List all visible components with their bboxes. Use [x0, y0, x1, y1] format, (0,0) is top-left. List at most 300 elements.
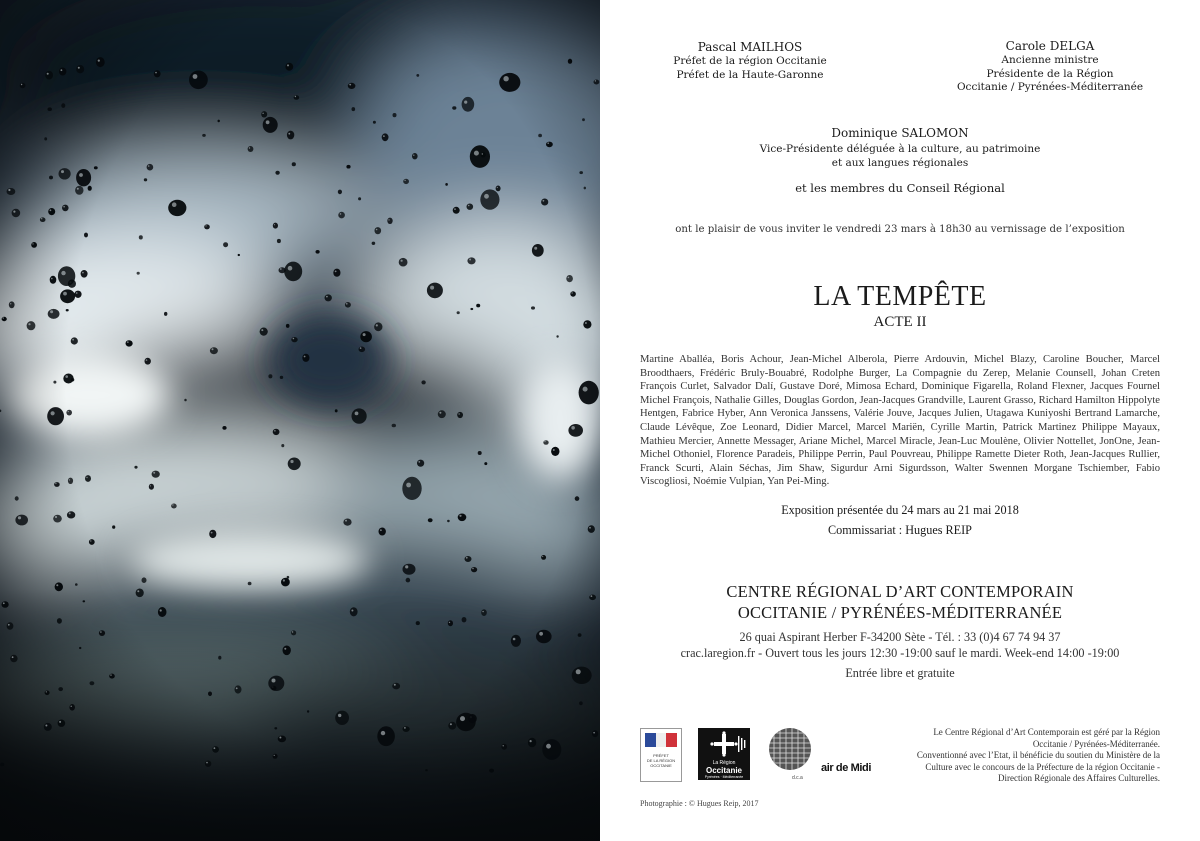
rain-drop [47, 407, 64, 425]
rain-drop [453, 207, 460, 214]
rain-drop-highlight [351, 610, 353, 612]
rain-drop-highlight [50, 209, 52, 211]
rain-drop-highlight [212, 348, 214, 350]
rain-drop-highlight [68, 411, 69, 412]
rain-drop [15, 496, 19, 500]
address-line: crac.laregion.fr - Ouvert tous les jours 12:30 -19:00 sauf le mardi. Week-end 14:00 -19:00 [680, 646, 1120, 660]
rain-drop [399, 258, 408, 267]
rain-drop [532, 244, 544, 257]
rain-drop [425, 769, 428, 771]
rain-drop [417, 460, 424, 467]
venue-line: CENTRE RÉGIONAL D’ART CONTEMPORAIN [726, 582, 1074, 601]
rain-drop [402, 477, 421, 500]
rain-drop [208, 692, 212, 697]
rain-drop [112, 525, 115, 528]
rain-drop [202, 134, 206, 137]
rain-drop [375, 227, 382, 234]
rain-drop [79, 647, 81, 649]
rain-drop [58, 266, 75, 286]
rain-drop [536, 630, 552, 643]
rain-drop-highlight [69, 479, 70, 480]
rain-drop-highlight [543, 200, 545, 202]
rain-drop-highlight [261, 329, 263, 331]
rain-drop-highlight [98, 60, 100, 62]
rain-drop-highlight [458, 413, 459, 414]
rain-drop [291, 630, 296, 635]
rain-drop [27, 321, 36, 330]
rain-drop [59, 68, 66, 76]
rain-drop [189, 71, 208, 90]
rain-drop [88, 186, 92, 191]
rain-drop [541, 199, 548, 206]
rain-drop-highlight [530, 740, 532, 742]
rain-drop [556, 335, 558, 337]
venue-line: OCCITANIE / PYRÉNÉES-MÉDITERRANÉE [737, 603, 1063, 622]
rain-drop [588, 525, 595, 533]
rain-drop [333, 269, 340, 277]
rain-drop [223, 242, 228, 247]
rain-drop [579, 381, 599, 405]
rain-drop [572, 667, 592, 684]
exhibition-subtitle: ACTE II [873, 314, 927, 330]
rain-drop [75, 583, 78, 586]
rain-drop [568, 424, 583, 437]
rain-drop-highlight [3, 317, 4, 318]
rain-drop-highlight [472, 568, 474, 570]
credit-line: Le Centre Régional d’Art Contemporain est géré par la Région [933, 727, 1160, 737]
rain-drop [445, 183, 448, 186]
rain-drop [470, 308, 473, 310]
rain-drop [462, 97, 475, 112]
rain-drop-highlight [61, 69, 63, 71]
rain-drop [470, 145, 490, 168]
rain-drop [53, 515, 62, 523]
rain-drop-highlight [380, 529, 382, 531]
rain-drop-highlight [86, 477, 87, 478]
rain-drop-highlight [405, 565, 408, 568]
rain-drop [273, 754, 278, 759]
rain-drop-highlight [497, 187, 498, 188]
rain-drop [9, 301, 15, 308]
rain-drop-highlight [262, 113, 263, 114]
rain-drop-highlight [450, 723, 452, 725]
signatory-prefet [660, 40, 840, 82]
rain-drop-highlight [50, 310, 53, 313]
rain-drop [49, 176, 53, 180]
rain-drop [338, 212, 345, 219]
rain-drop-highlight [79, 173, 83, 177]
rain-drop [302, 354, 309, 362]
rain-drop [275, 171, 279, 175]
rain-drop-highlight [335, 271, 337, 273]
rain-drop-highlight [284, 648, 286, 650]
rain-drop-highlight [469, 259, 471, 261]
invitation-page [600, 0, 1200, 841]
rain-drop [467, 257, 475, 264]
rain-drop [0, 763, 4, 767]
rain-drop [377, 726, 395, 746]
signatory-name: Dominique SALOMON [831, 126, 969, 140]
rain-drop [152, 471, 160, 478]
rain-drop [59, 168, 71, 179]
rain-drop [570, 291, 576, 296]
rain-drop [99, 630, 105, 636]
rain-drop [268, 374, 272, 378]
rain-drop-highlight [474, 151, 479, 156]
rain-drop [164, 312, 167, 316]
logo-text: d.c.a [792, 775, 803, 781]
rain-drop [55, 582, 63, 591]
rain-drop [158, 607, 167, 617]
rain-drop [476, 304, 480, 308]
rain-drop-highlight [90, 540, 91, 541]
logo-text: La Région [712, 760, 736, 766]
rain-drop-highlight [274, 430, 276, 432]
rain-drop-highlight [593, 732, 595, 734]
rain-drop [594, 80, 600, 85]
rain-drop [209, 530, 216, 538]
rain-drop-highlight [274, 755, 275, 756]
rain-drop [40, 217, 46, 222]
rain-drop-highlight [406, 483, 411, 488]
curator: Commissariat : Hugues REIP [828, 523, 972, 537]
rain-drop [551, 447, 559, 456]
rain-drop [273, 223, 278, 229]
rain-drop-highlight [69, 512, 71, 514]
rain-drop-highlight [583, 387, 588, 392]
rain-drop-highlight [439, 412, 441, 414]
rain-drop-highlight [153, 472, 155, 474]
rain-drop [457, 311, 460, 314]
rain-drop-highlight [172, 202, 177, 207]
rain-drop [499, 73, 520, 92]
rain-drop [44, 723, 52, 731]
rain-drop-highlight [3, 602, 5, 604]
rain-drop-highlight [459, 515, 461, 517]
rain-drop [85, 475, 91, 482]
rain-drop-highlight [345, 520, 347, 522]
rain-drop-highlight [63, 292, 67, 296]
rain-drop-highlight [10, 303, 11, 304]
rain-drop-highlight [568, 277, 570, 279]
signatory-vice-presidente [750, 126, 1050, 170]
rain-drop-highlight [32, 243, 33, 244]
rain-drop [235, 685, 242, 693]
rain-drop [403, 564, 416, 575]
rain-drop-highlight [404, 180, 405, 181]
occitan-cross-icon [698, 730, 750, 760]
rain-drop-highlight [280, 268, 282, 270]
venue-name [640, 581, 1160, 623]
rain-drop [238, 254, 240, 256]
rain-drop-highlight [338, 714, 341, 717]
rain-drop [456, 713, 476, 731]
rain-drop [566, 275, 573, 282]
rain-drop [31, 242, 37, 248]
rain-drop [358, 197, 361, 200]
rain-drop [218, 656, 221, 660]
rain-drop [335, 409, 338, 412]
rain-drop-highlight [539, 632, 543, 636]
rain-drop [58, 687, 63, 691]
rain-drop [579, 701, 583, 705]
rain-drop [288, 458, 301, 471]
address-line: 26 quai Aspirant Herber F-34200 Sète - Tél. : 33 (0)4 67 74 94 37 [739, 630, 1061, 644]
exhibition-title: LA TEMPÊTE [813, 281, 987, 312]
rain-drop-highlight [45, 725, 47, 727]
rain-drop [374, 322, 382, 331]
rain-drop-highlight [571, 426, 575, 430]
rain-drop [205, 761, 211, 767]
rain-drop [76, 169, 91, 186]
rain-drop [248, 582, 252, 586]
rain-drop [6, 188, 15, 195]
rain-drop-highlight [388, 219, 389, 220]
rain-drop-highlight [283, 579, 285, 581]
rain-drop [382, 133, 389, 141]
rain-drop [67, 511, 75, 518]
rain-drop [428, 518, 433, 522]
rain-drop-highlight [65, 375, 68, 378]
rain-drop-highlight [127, 341, 129, 343]
rain-drop-highlight [503, 76, 508, 81]
rain-drop [142, 577, 147, 583]
rain-drop-highlight [21, 84, 22, 85]
signatory-title: et aux langues régionales [831, 156, 969, 169]
rain-drop [84, 233, 88, 238]
rain-drop-highlight [591, 595, 593, 597]
rain-drop [583, 320, 591, 328]
credit-line: Conventionné avec l’Etat, il bénéficie du soutien du Ministère de la [916, 750, 1160, 760]
rain-drop [278, 736, 286, 743]
rain-drop [94, 166, 98, 169]
rain-drop-highlight [585, 322, 587, 324]
rain-drop-highlight [513, 638, 516, 641]
rain-drop [480, 189, 499, 209]
rain-drop [96, 57, 105, 67]
council-members: et les membres du Conseil Régional [795, 181, 1005, 195]
rain-drop-highlight [404, 727, 406, 729]
rain-drop-highlight [418, 461, 420, 463]
rain-drop [204, 224, 210, 229]
rain-drop [48, 208, 55, 215]
rain-drop [218, 120, 220, 123]
rain-drop-highlight [449, 622, 450, 623]
rain-drop [462, 617, 467, 622]
rain-drop-highlight [148, 165, 150, 167]
rain-drop [403, 726, 410, 732]
rain-drop-highlight [61, 271, 65, 275]
rain-drop-highlight [78, 67, 80, 69]
rain-drop-highlight [288, 266, 293, 271]
rain-drop [90, 681, 95, 685]
rain-drop [352, 408, 367, 423]
rain-drop-highlight [595, 80, 596, 81]
rain-drop-highlight [292, 631, 293, 632]
rain-drop [274, 727, 277, 729]
rain-drop-highlight [287, 64, 289, 66]
rain-drop [284, 262, 302, 282]
rain-drop [496, 186, 501, 192]
rain-drop-highlight [137, 590, 139, 592]
rain-drop [457, 412, 463, 418]
rain-drop-highlight [63, 206, 65, 208]
credit-line: Direction Régionale des Affaires Culturelles. [997, 773, 1160, 783]
rain-drop [359, 347, 366, 353]
rain-drop [448, 620, 453, 626]
rain-drop [149, 484, 154, 490]
rain-drop-highlight [205, 225, 206, 226]
rain-drop [53, 381, 56, 384]
rain-drop [438, 410, 446, 418]
rain-drop [281, 444, 284, 447]
rain-drop [481, 152, 486, 157]
rain-drop-highlight [51, 278, 53, 280]
rain-drop [60, 289, 75, 303]
rain-drop [582, 118, 585, 121]
rain-drop-highlight [503, 745, 504, 746]
rain-drop [68, 478, 73, 484]
rain-drop [137, 272, 140, 275]
rain-drop [48, 309, 60, 319]
rain-drop [44, 137, 47, 140]
venue-address [640, 629, 1160, 661]
prefet-logo [640, 728, 682, 782]
rain-drop-highlight [155, 72, 157, 74]
logo-text: OCCITANIE [650, 763, 672, 768]
rain-drop [260, 328, 268, 336]
rain-drop [154, 70, 161, 77]
signatory-name: Carole DELGA [1005, 39, 1095, 53]
rain-drop [69, 704, 75, 711]
rain-drop-highlight [468, 205, 470, 207]
rain-drop-highlight [56, 584, 58, 586]
rain-drop-highlight [272, 679, 276, 683]
rain-drop-highlight [76, 292, 78, 294]
rain-drop-highlight [466, 557, 468, 559]
entry-info: Entrée libre et gratuite [845, 666, 955, 680]
rain-drop [2, 317, 7, 321]
dca-logo [768, 727, 812, 785]
rain-drop [379, 528, 386, 536]
rain-drop [66, 309, 69, 311]
rain-drop [393, 113, 397, 117]
rain-drop [316, 250, 320, 254]
rain-drop-highlight [150, 485, 151, 486]
rain-drop-highlight [346, 303, 348, 305]
rain-drop-highlight [51, 411, 55, 415]
rain-drop [421, 380, 425, 384]
rain-drop-highlight [571, 292, 572, 293]
rain-drop [171, 504, 177, 509]
rain-drop [12, 209, 21, 217]
rain-drop [54, 482, 60, 487]
rain-drop-highlight [576, 669, 581, 674]
rain-drop [416, 621, 420, 625]
rain-drop [484, 462, 487, 465]
rain-drop-highlight [214, 747, 216, 749]
rain-drop-highlight [454, 208, 456, 210]
rain-drop [145, 358, 151, 365]
rain-drop-highlight [55, 516, 57, 518]
rain-drop [50, 276, 57, 284]
rain-drop [465, 556, 472, 562]
rain-drop [416, 74, 419, 77]
rain-drop [325, 294, 332, 301]
rain-drop [277, 239, 281, 243]
rain-drop-highlight [534, 247, 537, 250]
logo-text: DE LA RÉGION [646, 758, 676, 763]
rain-drop-highlight [236, 687, 238, 689]
rain-drop [489, 769, 494, 773]
rain-drop [352, 107, 356, 111]
rain-drop-highlight [100, 631, 102, 633]
rain-drop-highlight [274, 224, 275, 225]
rain-drop-highlight [383, 135, 385, 137]
rain-drop [373, 121, 376, 124]
rain-drop [286, 324, 290, 328]
rain-drop-highlight [326, 296, 328, 298]
rain-drop [144, 178, 147, 181]
rain-drop-highlight [413, 155, 414, 156]
rain-drop [109, 674, 115, 679]
rain-drop-highlight [211, 532, 213, 534]
rain-drop [48, 107, 52, 111]
rain-drop-highlight [360, 347, 362, 349]
rain-drop [83, 600, 86, 602]
rain-drop [392, 424, 396, 428]
rain-drop [283, 646, 291, 656]
rain-drop-highlight [13, 211, 15, 213]
french-flag-icon [645, 733, 677, 747]
rain-drop-highlight [381, 731, 385, 735]
rain-drop-highlight [47, 73, 49, 75]
rain-drop [427, 283, 443, 299]
credit-line: Occitanie / Pyrénées-Méditerranée. [1032, 738, 1160, 749]
rain-drop [392, 683, 400, 690]
rain-drop-highlight [376, 229, 378, 231]
air-de-midi-logo: air de Midi [821, 762, 871, 774]
rain-drop-highlight [12, 656, 14, 658]
rain-drop [10, 655, 17, 663]
signatory-title: Préfet de la Haute-Garonne [676, 68, 824, 81]
rain-drop-highlight [401, 260, 403, 262]
rain-drop-highlight [394, 684, 396, 686]
rain-drop [345, 302, 351, 308]
rain-drop [134, 466, 137, 469]
signatory-title: Préfet de la région Occitanie [673, 55, 827, 67]
rain-drop [467, 204, 474, 210]
rain-drop [126, 340, 133, 346]
rain-drop-highlight [266, 120, 270, 124]
rain-drop-highlight [363, 333, 366, 336]
rain-drop-highlight [71, 706, 72, 707]
rain-drop [348, 83, 356, 89]
rain-drop-highlight [544, 441, 545, 442]
rain-drop [61, 103, 65, 108]
rain-drop-highlight [193, 74, 198, 79]
rain-drop [528, 738, 536, 747]
rain-drop [57, 618, 62, 624]
rain-drop [222, 426, 226, 430]
rain-drop-highlight [482, 611, 483, 612]
rain-drop [452, 106, 456, 109]
rain-drop [412, 153, 418, 159]
rain-drop-highlight [41, 218, 42, 219]
rain-drop [75, 186, 83, 195]
rain-drop-highlight [464, 101, 467, 104]
rain-drop-highlight [72, 339, 74, 341]
